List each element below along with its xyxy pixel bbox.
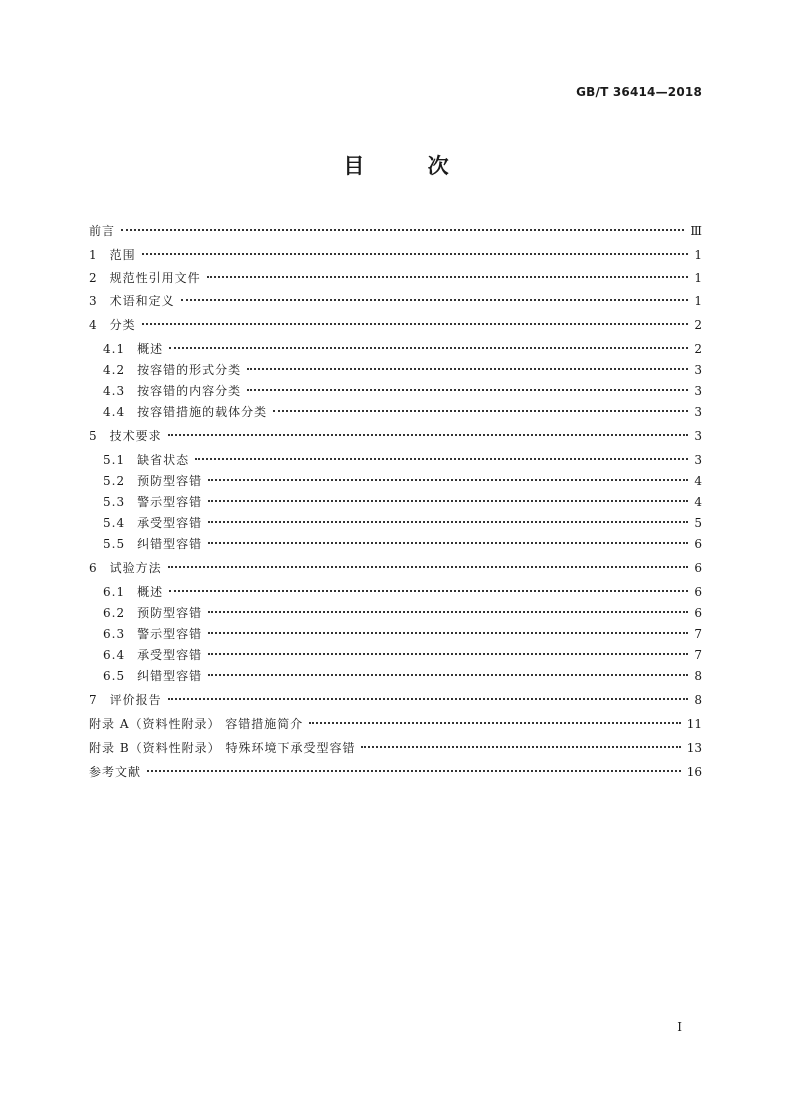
- toc-leader-dots: [168, 566, 689, 568]
- toc-entry[interactable]: [89, 647, 702, 663]
- toc-entry[interactable]: [89, 270, 702, 286]
- toc-entry-page: 5: [694, 516, 702, 530]
- toc-entry-page: 8: [694, 693, 702, 707]
- toc-entry-title: 预防型容错: [137, 606, 203, 620]
- toc-entry[interactable]: [89, 293, 702, 309]
- toc-entry-number: 6.5: [103, 669, 126, 683]
- toc-leader-dots: [142, 323, 689, 325]
- toc-entry-label: [89, 223, 115, 239]
- toc-entry-page: 11: [686, 717, 702, 731]
- toc-entry-label: [89, 293, 175, 309]
- toc-entry-page: 4: [694, 474, 702, 488]
- toc-entry[interactable]: [89, 716, 702, 732]
- toc-leader-dots: [168, 698, 689, 700]
- toc-entry[interactable]: [89, 584, 702, 600]
- toc-entry-title: 纠错型容错: [137, 537, 203, 551]
- toc-entry-label: [89, 584, 163, 600]
- toc-entry-label: [89, 494, 202, 510]
- toc-leader-dots: [273, 410, 688, 412]
- toc-leader-dots: [208, 500, 688, 502]
- toc-entry-label: [89, 428, 162, 444]
- toc-leader-dots: [207, 276, 689, 278]
- toc-entry-label: [89, 341, 163, 357]
- toc-entry-page: Ⅲ: [690, 224, 702, 238]
- toc-entry[interactable]: [89, 341, 702, 357]
- toc-entry-number: 5.3: [103, 495, 126, 509]
- toc-entry-page: 13: [686, 741, 702, 755]
- toc-entry-title: 概述: [137, 342, 164, 356]
- toc-entry-title: 承受型容错: [137, 516, 203, 530]
- toc-entry-title: 参考文献: [89, 765, 142, 779]
- toc-leader-dots: [195, 458, 688, 460]
- toc-leader-dots: [208, 653, 688, 655]
- toc-entry-number: 5: [89, 429, 98, 443]
- toc-entry[interactable]: [89, 692, 702, 708]
- toc-entry-label: [89, 473, 202, 489]
- toc-entry-number: 4.1: [103, 342, 126, 356]
- toc-entry-label: [89, 317, 136, 333]
- toc-entry[interactable]: [89, 494, 702, 510]
- toc-entry-label: [89, 560, 162, 576]
- toc-entry[interactable]: [89, 605, 702, 621]
- toc-entry-title: 按容错的内容分类: [137, 384, 242, 398]
- toc-entry-title: 分类: [109, 318, 136, 332]
- toc-entry-label: [89, 740, 355, 756]
- toc-entry-number: 5.2: [103, 474, 126, 488]
- toc-entry-label: [89, 647, 202, 663]
- toc-entry-title: 附录 B（资料性附录） 特殊环境下承受型容错: [89, 741, 356, 755]
- toc-entry[interactable]: [89, 740, 702, 756]
- toc-entry[interactable]: [89, 560, 702, 576]
- toc-entry-label: [89, 362, 241, 378]
- toc-leader-dots: [208, 611, 688, 613]
- standard-code: GB/T 36414—2018: [576, 85, 702, 99]
- toc-entry-title: 试验方法: [109, 561, 162, 575]
- toc-leader-dots: [142, 253, 689, 255]
- toc-entry-label: [89, 764, 141, 780]
- toc-entry-page: 4: [694, 495, 702, 509]
- toc-entry-page: 6: [694, 537, 702, 551]
- toc-leader-dots: [361, 746, 680, 748]
- toc-entry-page: 1: [694, 271, 702, 285]
- toc-entry-title: 评价报告: [109, 693, 162, 707]
- toc-entry-number: 7: [89, 693, 98, 707]
- toc-entry-label: [89, 404, 267, 420]
- toc-entry-title: 承受型容错: [137, 648, 203, 662]
- toc-entry-number: 2: [89, 271, 98, 285]
- toc-entry-label: [89, 536, 202, 552]
- toc-entry-title: 警示型容错: [137, 495, 203, 509]
- toc-entry-page: 1: [694, 248, 702, 262]
- toc-leader-dots: [208, 632, 688, 634]
- toc-entry-label: [89, 668, 202, 684]
- toc-leader-dots: [208, 674, 688, 676]
- toc-leader-dots: [121, 229, 684, 231]
- toc-entry-page: 3: [694, 453, 702, 467]
- toc-entry-page: 6: [694, 561, 702, 575]
- toc-entry[interactable]: [89, 247, 702, 263]
- toc-leader-dots: [147, 770, 681, 772]
- toc-entry[interactable]: [89, 404, 702, 420]
- toc-leader-dots: [169, 590, 688, 592]
- toc-entry-page: 1: [694, 294, 702, 308]
- toc-entry-title: 按容错的形式分类: [137, 363, 242, 377]
- toc-entry[interactable]: [89, 452, 702, 468]
- toc-entry[interactable]: [89, 668, 702, 684]
- toc-entry-number: 6.1: [103, 585, 126, 599]
- toc-entry-page: 7: [694, 627, 702, 641]
- toc-leader-dots: [208, 479, 688, 481]
- toc-entry-title: 规范性引用文件: [109, 271, 201, 285]
- toc-entry[interactable]: [89, 383, 702, 399]
- toc-entry-title: 概述: [137, 585, 164, 599]
- toc-entry-number: 6.2: [103, 606, 126, 620]
- toc-entry-number: 5.1: [103, 453, 126, 467]
- toc-entry[interactable]: [89, 362, 702, 378]
- page-number: I: [677, 1020, 682, 1034]
- toc-entry-page: 3: [694, 363, 702, 377]
- toc-entry-title: 纠错型容错: [137, 669, 203, 683]
- toc-leader-dots: [181, 299, 689, 301]
- toc-entry-label: [89, 716, 303, 732]
- toc-leader-dots: [168, 434, 689, 436]
- toc-entry-number: 6: [89, 561, 98, 575]
- toc-entry[interactable]: [89, 428, 702, 444]
- toc-entry-label: [89, 270, 201, 286]
- toc-entry-number: 4: [89, 318, 98, 332]
- toc-entry-page: 7: [694, 648, 702, 662]
- toc-entry-number: 3: [89, 294, 98, 308]
- toc-entry-number: 6.4: [103, 648, 126, 662]
- toc-entry-number: 5.5: [103, 537, 126, 551]
- toc-leader-dots: [247, 368, 688, 370]
- toc-entry-number: 1: [89, 248, 98, 262]
- toc-entry-page: 6: [694, 585, 702, 599]
- page-title: 目 次: [343, 154, 477, 178]
- toc-entry[interactable]: [89, 473, 702, 489]
- toc-entry-page: 2: [694, 342, 702, 356]
- toc-entry[interactable]: [89, 317, 702, 333]
- toc-leader-dots: [208, 542, 688, 544]
- toc-entry-title: 范围: [109, 248, 136, 262]
- toc-entry-title: 缺省状态: [137, 453, 190, 467]
- toc-entry[interactable]: [89, 223, 702, 239]
- toc-entry-title: 附录 A（资料性附录） 容错措施简介: [89, 717, 304, 731]
- toc-entry-page: 8: [694, 669, 702, 683]
- toc-entry-title: 预防型容错: [137, 474, 203, 488]
- toc-leader-dots: [247, 389, 688, 391]
- toc-entry-label: [89, 515, 202, 531]
- toc-entry-page: 3: [694, 429, 702, 443]
- toc-entry-number: 5.4: [103, 516, 126, 530]
- toc-entry-page: 6: [694, 606, 702, 620]
- toc-entry-page: 3: [694, 405, 702, 419]
- toc-entry-label: [89, 383, 241, 399]
- toc-entry-number: 4.2: [103, 363, 126, 377]
- toc-entry-number: 6.3: [103, 627, 126, 641]
- toc-entry-page: 3: [694, 384, 702, 398]
- toc-entry-number: 4.4: [103, 405, 126, 419]
- toc-entry[interactable]: [89, 515, 702, 531]
- toc-entry-page: 16: [686, 765, 702, 779]
- toc-entry-label: [89, 605, 202, 621]
- toc-entry-number: 4.3: [103, 384, 126, 398]
- toc-entry-title: 术语和定义: [109, 294, 175, 308]
- toc-entry-page: 2: [694, 318, 702, 332]
- toc-leader-dots: [309, 722, 680, 724]
- toc-leader-dots: [169, 347, 688, 349]
- toc-entry-label: [89, 692, 162, 708]
- toc-entry-title: 按容错措施的载体分类: [137, 405, 268, 419]
- toc-entry[interactable]: [89, 536, 702, 552]
- toc-entry[interactable]: [89, 626, 702, 642]
- toc-entry-title: 警示型容错: [137, 627, 203, 641]
- toc-entry-label: [89, 247, 136, 263]
- toc-leader-dots: [208, 521, 688, 523]
- toc-entry[interactable]: [89, 764, 702, 780]
- toc-entry-label: [89, 626, 202, 642]
- toc-entry-title: 前言: [89, 224, 116, 238]
- toc-entry-title: 技术要求: [109, 429, 162, 443]
- toc-entry-label: [89, 452, 189, 468]
